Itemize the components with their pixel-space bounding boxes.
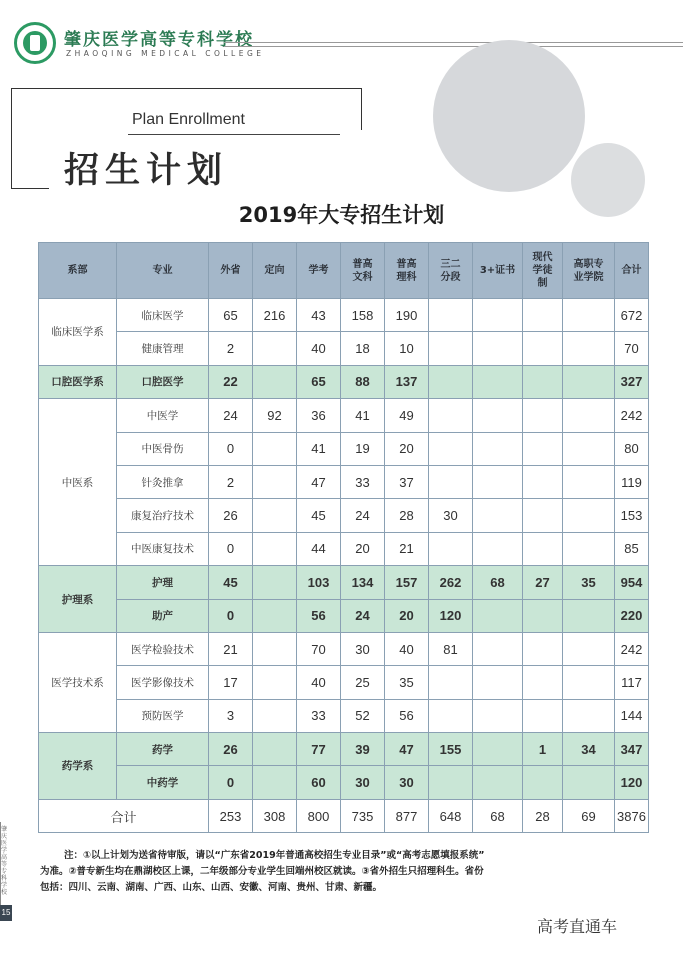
value-cell <box>473 532 523 565</box>
total-value-cell: 253 <box>209 799 253 832</box>
value-cell <box>523 399 563 432</box>
footnote-line: 为准。②普专新生均在鼎湖校区上课，二年级部分专业学生回端州校区就读。③省外招生只招理科生。省份 <box>40 866 484 877</box>
column-header: 专业 <box>117 243 209 299</box>
value-cell: 28 <box>385 499 429 532</box>
value-cell: 30 <box>429 499 473 532</box>
section-frame-left <box>11 88 12 188</box>
table-row <box>39 632 649 665</box>
school-logo <box>14 22 56 64</box>
value-cell <box>253 766 297 799</box>
value-cell: 672 <box>615 299 649 332</box>
value-cell: 56 <box>297 599 341 632</box>
section-frame-bottom <box>11 188 49 189</box>
column-header: 系部 <box>39 243 117 299</box>
footnote <box>40 848 644 896</box>
value-cell: 117 <box>615 666 649 699</box>
value-cell: 26 <box>209 499 253 532</box>
value-cell <box>563 632 615 665</box>
column-header: 高职专 业学院 <box>563 243 615 299</box>
column-header: 普高 理科 <box>385 243 429 299</box>
total-row <box>39 799 649 832</box>
value-cell: 92 <box>253 399 297 432</box>
table-row <box>39 766 649 799</box>
major-cell: 医学检验技术 <box>117 632 209 665</box>
value-cell: 158 <box>341 299 385 332</box>
value-cell <box>523 299 563 332</box>
major-cell: 药学 <box>117 733 209 766</box>
value-cell <box>473 432 523 465</box>
value-cell <box>523 365 563 398</box>
table-row <box>39 299 649 332</box>
value-cell <box>523 632 563 665</box>
value-cell <box>473 733 523 766</box>
table-row <box>39 399 649 432</box>
value-cell <box>253 365 297 398</box>
value-cell <box>563 599 615 632</box>
column-header: 合计 <box>615 243 649 299</box>
value-cell: 65 <box>297 365 341 398</box>
value-cell <box>523 666 563 699</box>
value-cell: 1 <box>523 733 563 766</box>
department-cell: 中医系 <box>39 399 117 566</box>
value-cell: 30 <box>385 766 429 799</box>
table-row <box>39 465 649 498</box>
department-cell: 口腔医学系 <box>39 365 117 398</box>
section-title-cn: 招生计划 <box>64 150 229 191</box>
major-cell: 健康管理 <box>117 332 209 365</box>
school-name-en: ZHAOQING MEDICAL COLLEGE <box>66 49 265 58</box>
value-cell: 144 <box>615 699 649 732</box>
value-cell: 44 <box>297 532 341 565</box>
column-header: 普高 文科 <box>341 243 385 299</box>
table-title: 2019年大专招生计划 <box>238 203 445 227</box>
section-frame-top <box>11 88 361 89</box>
value-cell: 120 <box>429 599 473 632</box>
value-cell: 49 <box>385 399 429 432</box>
value-cell <box>253 666 297 699</box>
value-cell <box>473 699 523 732</box>
value-cell <box>429 299 473 332</box>
section-title-en: Plan Enrollment <box>132 111 245 128</box>
value-cell: 80 <box>615 432 649 465</box>
value-cell: 20 <box>341 532 385 565</box>
major-cell: 中医学 <box>117 399 209 432</box>
value-cell: 20 <box>385 599 429 632</box>
value-cell: 33 <box>297 699 341 732</box>
value-cell: 45 <box>297 499 341 532</box>
column-header: 现代 学徒 制 <box>523 243 563 299</box>
value-cell: 77 <box>297 733 341 766</box>
value-cell: 2 <box>209 465 253 498</box>
section-frame-right <box>361 88 362 130</box>
value-cell: 120 <box>615 766 649 799</box>
value-cell <box>563 666 615 699</box>
column-header: 三二 分段 <box>429 243 473 299</box>
page-number: 15 <box>0 905 12 921</box>
footnote-line: 包括：四川、云南、湖南、广西、山东、山西、安徽、河南、贵州、甘肃、新疆。 <box>40 882 383 893</box>
value-cell: 27 <box>523 566 563 599</box>
major-cell: 中药学 <box>117 766 209 799</box>
value-cell <box>473 666 523 699</box>
total-value-cell: 28 <box>523 799 563 832</box>
major-cell: 助产 <box>117 599 209 632</box>
value-cell: 33 <box>341 465 385 498</box>
value-cell: 24 <box>341 599 385 632</box>
value-cell <box>253 432 297 465</box>
value-cell: 41 <box>341 399 385 432</box>
value-cell: 85 <box>615 532 649 565</box>
value-cell: 157 <box>385 566 429 599</box>
table-row <box>39 666 649 699</box>
value-cell <box>473 465 523 498</box>
value-cell <box>473 332 523 365</box>
value-cell: 60 <box>297 766 341 799</box>
value-cell <box>253 332 297 365</box>
value-cell: 40 <box>297 332 341 365</box>
value-cell: 22 <box>209 365 253 398</box>
value-cell: 65 <box>209 299 253 332</box>
value-cell: 70 <box>615 332 649 365</box>
value-cell <box>563 365 615 398</box>
table-row <box>39 532 649 565</box>
value-cell <box>523 499 563 532</box>
value-cell <box>429 365 473 398</box>
value-cell: 2 <box>209 332 253 365</box>
value-cell <box>523 532 563 565</box>
value-cell <box>473 365 523 398</box>
value-cell: 30 <box>341 632 385 665</box>
value-cell: 45 <box>209 566 253 599</box>
value-cell: 36 <box>297 399 341 432</box>
value-cell <box>473 399 523 432</box>
enrollment-plan-table <box>38 242 649 833</box>
value-cell <box>253 465 297 498</box>
total-value-cell: 68 <box>473 799 523 832</box>
total-value-cell: 3876 <box>615 799 649 832</box>
value-cell: 25 <box>341 666 385 699</box>
value-cell <box>253 733 297 766</box>
value-cell <box>429 332 473 365</box>
value-cell <box>253 532 297 565</box>
table-row <box>39 432 649 465</box>
value-cell <box>563 299 615 332</box>
department-cell: 护理系 <box>39 566 117 633</box>
value-cell: 153 <box>615 499 649 532</box>
department-cell: 医学技术系 <box>39 632 117 732</box>
value-cell <box>563 432 615 465</box>
table-row <box>39 499 649 532</box>
value-cell: 21 <box>209 632 253 665</box>
value-cell: 119 <box>615 465 649 498</box>
value-cell <box>563 532 615 565</box>
major-cell: 康复治疗技术 <box>117 499 209 532</box>
value-cell <box>429 699 473 732</box>
value-cell <box>429 766 473 799</box>
value-cell: 216 <box>253 299 297 332</box>
major-cell: 针灸推拿 <box>117 465 209 498</box>
footnote-line: 注：①以上计划为送省待审版，请以“广东省2019年普通高校招生专业目录”或“高考志愿填报系统” <box>64 850 485 861</box>
value-cell: 70 <box>297 632 341 665</box>
total-label: 合计 <box>39 799 209 832</box>
table-row <box>39 699 649 732</box>
value-cell <box>253 499 297 532</box>
value-cell <box>429 399 473 432</box>
value-cell: 35 <box>563 566 615 599</box>
value-cell: 47 <box>297 465 341 498</box>
table-row <box>39 332 649 365</box>
department-cell: 药学系 <box>39 733 117 800</box>
value-cell: 954 <box>615 566 649 599</box>
value-cell <box>563 499 615 532</box>
value-cell: 30 <box>341 766 385 799</box>
major-cell: 临床医学 <box>117 299 209 332</box>
column-header: 定向 <box>253 243 297 299</box>
value-cell: 24 <box>341 499 385 532</box>
value-cell: 52 <box>341 699 385 732</box>
value-cell <box>563 766 615 799</box>
value-cell: 34 <box>563 733 615 766</box>
total-value-cell: 308 <box>253 799 297 832</box>
value-cell: 24 <box>209 399 253 432</box>
table-row <box>39 599 649 632</box>
value-cell: 40 <box>385 632 429 665</box>
column-header: 3+证书 <box>473 243 523 299</box>
value-cell <box>523 465 563 498</box>
value-cell <box>253 699 297 732</box>
value-cell: 37 <box>385 465 429 498</box>
total-value-cell: 800 <box>297 799 341 832</box>
value-cell: 56 <box>385 699 429 732</box>
value-cell: 242 <box>615 632 649 665</box>
column-header: 外省 <box>209 243 253 299</box>
value-cell: 10 <box>385 332 429 365</box>
major-cell: 预防医学 <box>117 699 209 732</box>
total-value-cell: 735 <box>341 799 385 832</box>
value-cell <box>429 465 473 498</box>
total-value-cell: 877 <box>385 799 429 832</box>
value-cell <box>253 566 297 599</box>
value-cell: 0 <box>209 766 253 799</box>
header-divider <box>224 42 683 47</box>
value-cell: 103 <box>297 566 341 599</box>
department-cell: 临床医学系 <box>39 299 117 366</box>
value-cell <box>473 599 523 632</box>
value-cell <box>253 599 297 632</box>
major-cell: 中医骨伤 <box>117 432 209 465</box>
value-cell <box>523 599 563 632</box>
major-cell: 口腔医学 <box>117 365 209 398</box>
value-cell: 262 <box>429 566 473 599</box>
value-cell: 18 <box>341 332 385 365</box>
major-cell: 医学影像技术 <box>117 666 209 699</box>
value-cell <box>523 766 563 799</box>
value-cell <box>473 299 523 332</box>
value-cell <box>473 499 523 532</box>
value-cell: 0 <box>209 599 253 632</box>
value-cell <box>473 766 523 799</box>
value-cell <box>563 332 615 365</box>
table-row <box>39 566 649 599</box>
value-cell <box>563 699 615 732</box>
value-cell: 68 <box>473 566 523 599</box>
value-cell: 20 <box>385 432 429 465</box>
value-cell <box>473 632 523 665</box>
school-name: 肇庆医学高等专科学校 <box>64 30 254 50</box>
value-cell: 242 <box>615 399 649 432</box>
value-cell: 19 <box>341 432 385 465</box>
value-cell: 47 <box>385 733 429 766</box>
major-cell: 中医康复技术 <box>117 532 209 565</box>
value-cell: 43 <box>297 299 341 332</box>
value-cell: 39 <box>341 733 385 766</box>
value-cell: 347 <box>615 733 649 766</box>
value-cell: 41 <box>297 432 341 465</box>
value-cell <box>563 399 615 432</box>
total-value-cell: 69 <box>563 799 615 832</box>
value-cell <box>523 432 563 465</box>
value-cell <box>253 632 297 665</box>
value-cell: 88 <box>341 365 385 398</box>
value-cell: 35 <box>385 666 429 699</box>
value-cell: 3 <box>209 699 253 732</box>
value-cell: 134 <box>341 566 385 599</box>
table-row <box>39 733 649 766</box>
value-cell: 81 <box>429 632 473 665</box>
value-cell: 327 <box>615 365 649 398</box>
total-value-cell: 648 <box>429 799 473 832</box>
table-row <box>39 365 649 398</box>
side-school-name: 肇庆医学高等专科学校 <box>1 826 8 896</box>
value-cell <box>429 666 473 699</box>
value-cell: 220 <box>615 599 649 632</box>
value-cell <box>429 532 473 565</box>
value-cell: 17 <box>209 666 253 699</box>
value-cell <box>429 432 473 465</box>
column-header: 学考 <box>297 243 341 299</box>
value-cell: 0 <box>209 532 253 565</box>
value-cell: 0 <box>209 432 253 465</box>
decorative-circle-large <box>433 40 585 192</box>
section-title-underline <box>128 134 340 135</box>
value-cell: 137 <box>385 365 429 398</box>
value-cell <box>523 699 563 732</box>
value-cell: 190 <box>385 299 429 332</box>
value-cell: 21 <box>385 532 429 565</box>
value-cell: 155 <box>429 733 473 766</box>
value-cell: 40 <box>297 666 341 699</box>
value-cell: 26 <box>209 733 253 766</box>
watermark: 高考直通车 <box>537 917 618 936</box>
table-header-row <box>39 243 649 299</box>
value-cell <box>563 465 615 498</box>
major-cell: 护理 <box>117 566 209 599</box>
value-cell <box>523 332 563 365</box>
